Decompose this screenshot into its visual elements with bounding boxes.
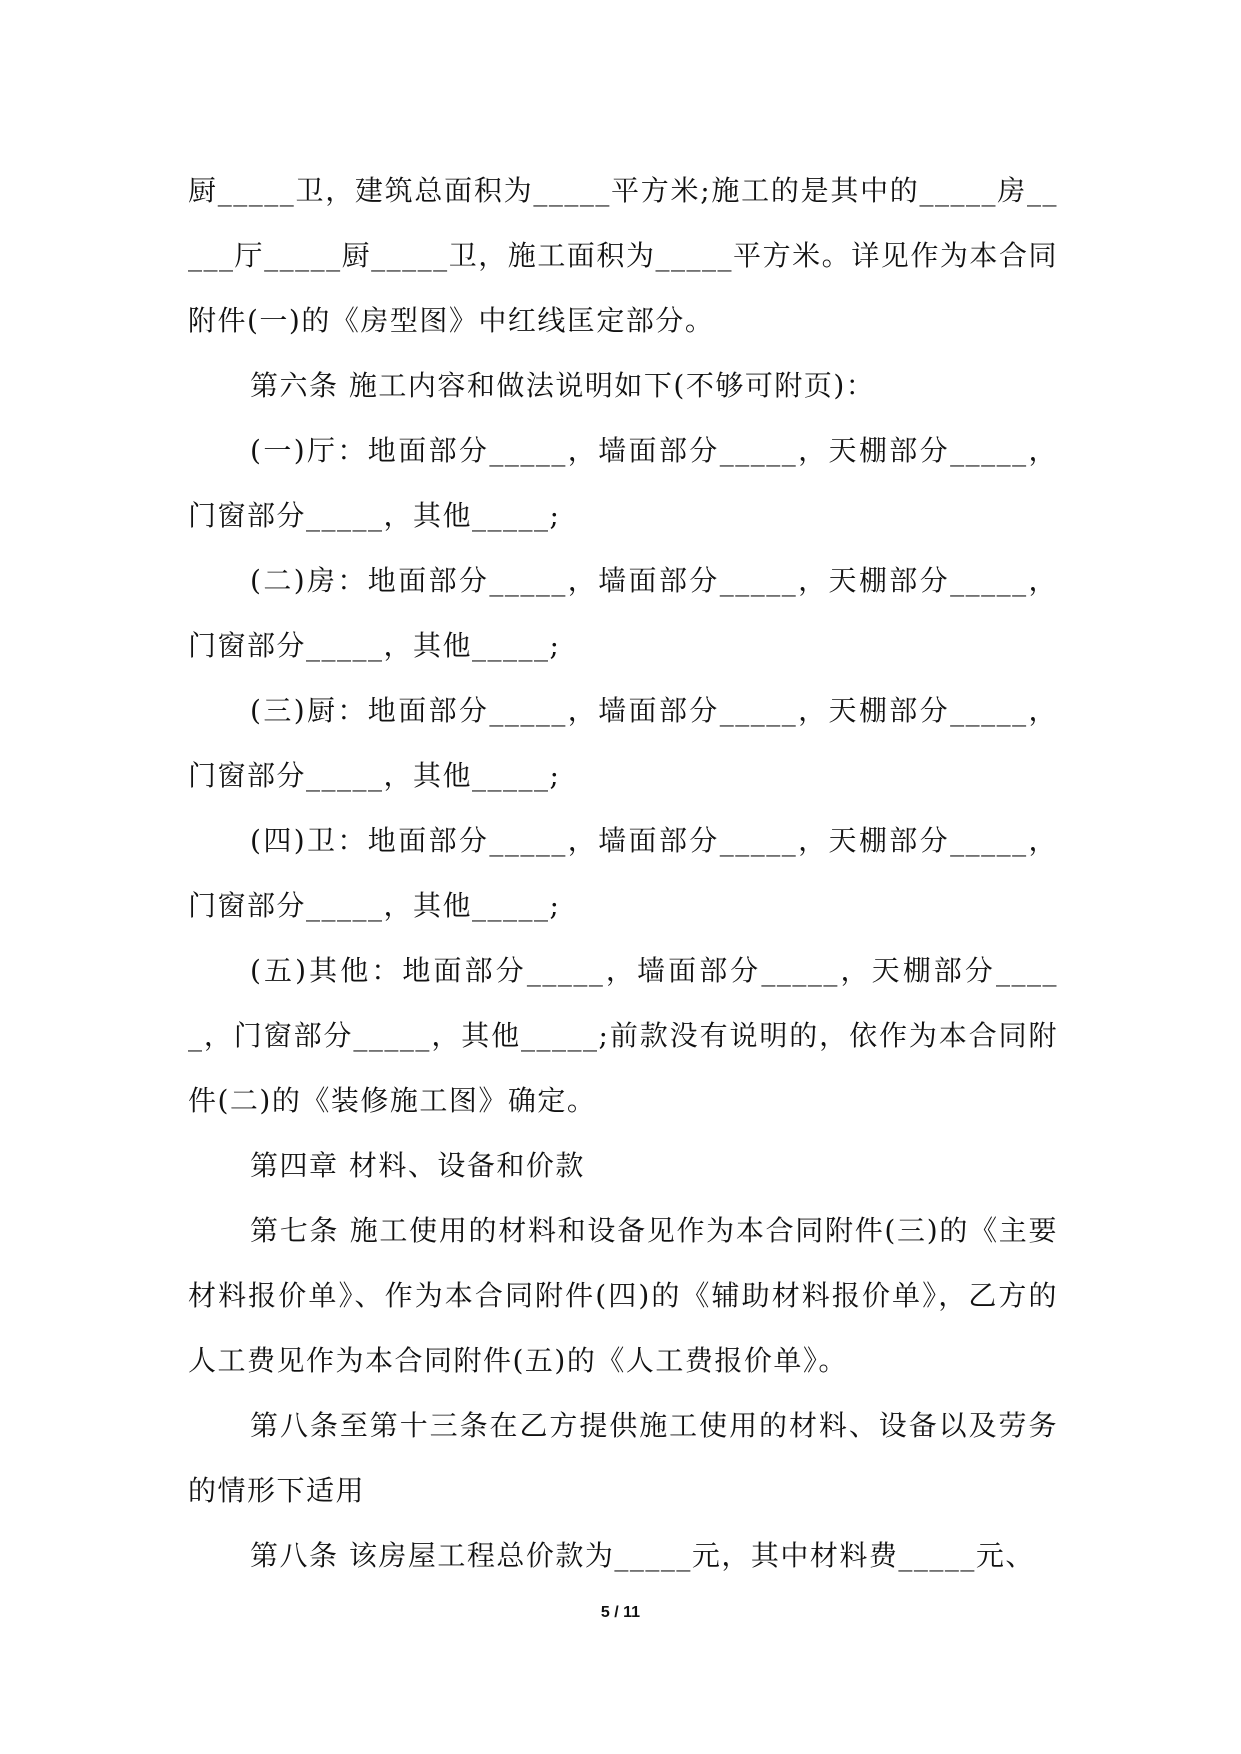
paragraph-other: (五)其他：地面部分_____，墙面部分_____，天棚部分_____，门窗部分_____，其他_____;前款没有说明的，依作为本合同附件(二)的《装修施工图》确定。 <box>188 954 1058 1117</box>
paragraph-bathroom: (四)卫：地面部分_____，墙面部分_____，天棚部分_____，门窗部分_____，其他_____; <box>188 824 1058 922</box>
document-body <box>188 158 1058 1588</box>
chapter-4-heading: 第四章 材料、设备和价款 <box>250 1149 585 1182</box>
paragraph-article-8: 第八条 该房屋工程总价款为_____元，其中材料费_____元、 <box>250 1539 1035 1572</box>
paragraph-article-7: 第七条 施工使用的材料和设备见作为本合同附件(三)的《主要材料报价单》、作为本合同附件(四)的《辅助材料报价单》，乙方的人工费见作为本合同附件(五)的《人工费报价单》。 <box>188 1214 1058 1377</box>
paragraph-room: (二)房：地面部分_____，墙面部分_____，天棚部分_____，门窗部分_____，其他_____; <box>188 564 1058 662</box>
paragraph-hall: (一)厅：地面部分_____，墙面部分_____，天棚部分_____，门窗部分_____，其他_____; <box>188 434 1058 532</box>
paragraph-articles-8-13-scope: 第八条至第十三条在乙方提供施工使用的材料、设备以及劳务的情形下适用 <box>188 1409 1058 1507</box>
paragraph-area-continuation: 厨_____卫，建筑总面积为_____平方米;施工的是其中的_____房_____厅_____厨_____卫，施工面积为_____平方米。详见作为本合同附件(一)的《房型图》中红线匡定部分。 <box>188 174 1058 337</box>
paragraph-kitchen: (三)厨：地面部分_____，墙面部分_____，天棚部分_____，门窗部分_____，其他_____; <box>188 694 1058 792</box>
paragraph-article-6: 第六条 施工内容和做法说明如下(不够可附页)： <box>250 369 876 402</box>
page-number: 5 / 11 <box>600 1604 641 1621</box>
